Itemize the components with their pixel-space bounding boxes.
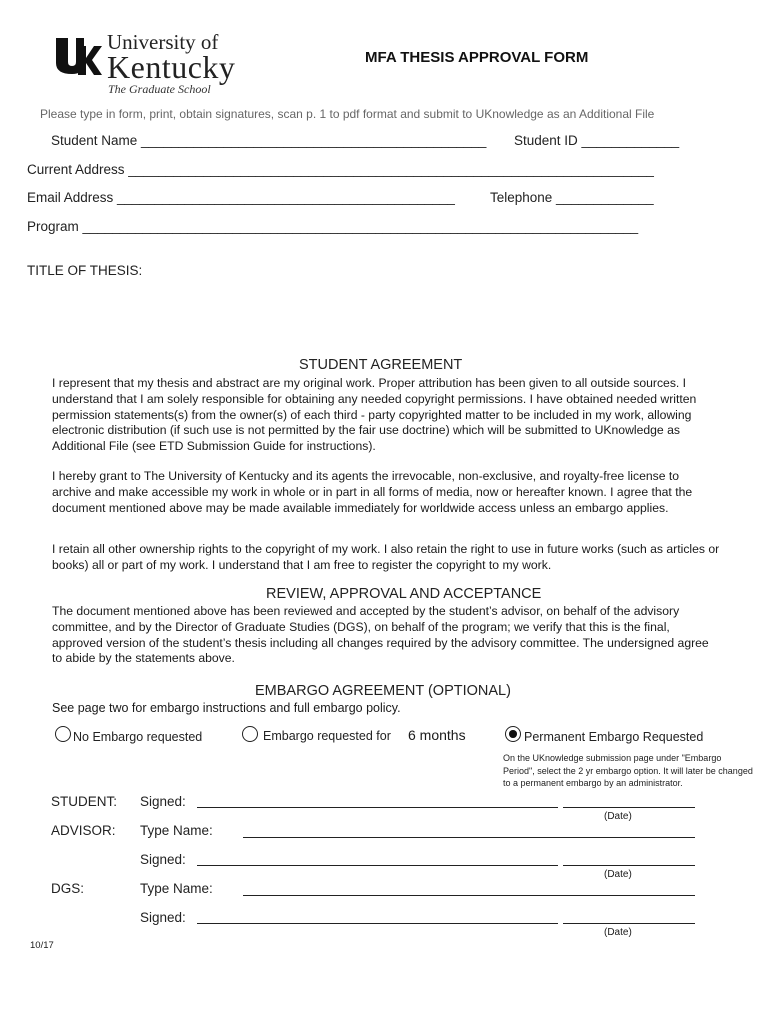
advisor-date-line[interactable] [563, 865, 695, 866]
review-heading: REVIEW, APPROVAL AND ACCEPTANCE [266, 586, 542, 602]
dgs-date-line[interactable] [563, 923, 695, 924]
advisor-label: ADVISOR: [51, 823, 116, 838]
logo-graduate-school: The Graduate School [108, 82, 211, 96]
permanent-embargo-note: On the UKnowledge submission page under "Embargo Period", select the 2 yr embargo option. It will later be changed to a permanent embargo by an administrator. [503, 753, 753, 788]
student-agreement-p1: I represent that my thesis and abstract are my original work. Proper attribution has been given to all outside sources. I understand that I am solely responsible for obtaining any needed copyright permissions. I have obtained needed written permission statements(s) from the owner(s) of each third - party copyrighted matter to be included in my work, allowing electronic distribution (if such use is not permitted by the fair use doctrine) which will be submitted to UKnowledge as Additional File (see ETD Submission Guide for instructions). [52, 376, 697, 454]
student-label: STUDENT: [51, 794, 118, 809]
embargo-duration-field[interactable]: 6 months [408, 727, 466, 743]
revision-date: 10/17 [30, 940, 54, 951]
radio-selected-dot [509, 730, 517, 738]
radio-permanent-embargo-label: Permanent Embargo Requested [524, 730, 704, 744]
uk-logo-mark [54, 36, 102, 76]
student-signed-label: Signed: [140, 794, 186, 809]
form-title: MFA THESIS APPROVAL FORM [365, 49, 589, 66]
logo-kentucky: Kentucky [107, 49, 236, 85]
dgs-type-name-label: Type Name: [140, 881, 213, 896]
student-agreement-heading: STUDENT AGREEMENT [299, 357, 463, 373]
thesis-title-input[interactable] [160, 262, 720, 342]
radio-no-embargo[interactable] [55, 726, 71, 742]
radio-embargo-timed-label: Embargo requested for [263, 729, 391, 743]
dgs-signed-label: Signed: [140, 910, 186, 925]
student-date-line[interactable] [563, 807, 695, 808]
student-date-label: (Date) [604, 811, 632, 822]
radio-embargo-timed[interactable] [242, 726, 258, 742]
advisor-signature-line[interactable] [197, 865, 558, 866]
dgs-signature-line[interactable] [197, 923, 558, 924]
embargo-heading: EMBARGO AGREEMENT (OPTIONAL) [255, 683, 511, 699]
embargo-note: See page two for embargo instructions and full embargo policy. [52, 701, 401, 715]
program-field[interactable]: Program __________________________________________________________________________ [27, 219, 639, 234]
radio-permanent-embargo[interactable] [505, 726, 521, 742]
telephone-field[interactable]: Telephone _____________ [490, 190, 654, 205]
review-paragraph: The document mentioned above has been reviewed and accepted by the student’s advisor, on behalf of the advisory committee, and by the Director of Graduate Studies (DGS), on behalf of the program; we verify that this is the final, approved version of the student’s thesis including all changes required by the advisory committee. The undersigned agree to abide by the statements above. [52, 604, 709, 666]
student-agreement-p3: I retain all other ownership rights to the copyright of my work. I also retain the right to use in future works (such as articles or books) all or part of my work. I understand that I am free to register the copyright to my work. [52, 542, 720, 572]
logo-university-of: University of [107, 30, 219, 54]
dgs-name-line[interactable] [243, 895, 695, 896]
current-address-field[interactable]: Current Address ______________________________________________________________________ [27, 162, 654, 177]
student-id-field[interactable]: Student ID _____________ [514, 133, 680, 148]
student-agreement-p2: I hereby grant to The University of Kentucky and its agents the irrevocable, non-exclusive, and royalty-free license to archive and make accessible my work in whole or in part in all forms of media, now or hereafter known. I agree that the document mentioned above may be made available immediately for worldwide access unless an embargo applies. [52, 469, 693, 515]
dgs-label: DGS: [51, 881, 85, 896]
advisor-type-name-label: Type Name: [140, 823, 213, 838]
radio-no-embargo-label: No Embargo requested [73, 730, 203, 744]
thesis-title-label: TITLE OF THESIS: [27, 263, 143, 278]
advisor-name-line[interactable] [243, 837, 695, 838]
advisor-date-label: (Date) [604, 869, 632, 880]
advisor-signed-label: Signed: [140, 852, 186, 867]
dgs-date-label: (Date) [604, 927, 632, 938]
form-instructions: Please type in form, print, obtain signatures, scan p. 1 to pdf format and submit to UKnowledge as an Additional File [40, 107, 655, 121]
email-address-field[interactable]: Email Address _____________________________________________ [27, 190, 455, 205]
student-name-field[interactable]: Student Name ______________________________________________ [51, 133, 487, 148]
student-signature-line[interactable] [197, 807, 558, 808]
